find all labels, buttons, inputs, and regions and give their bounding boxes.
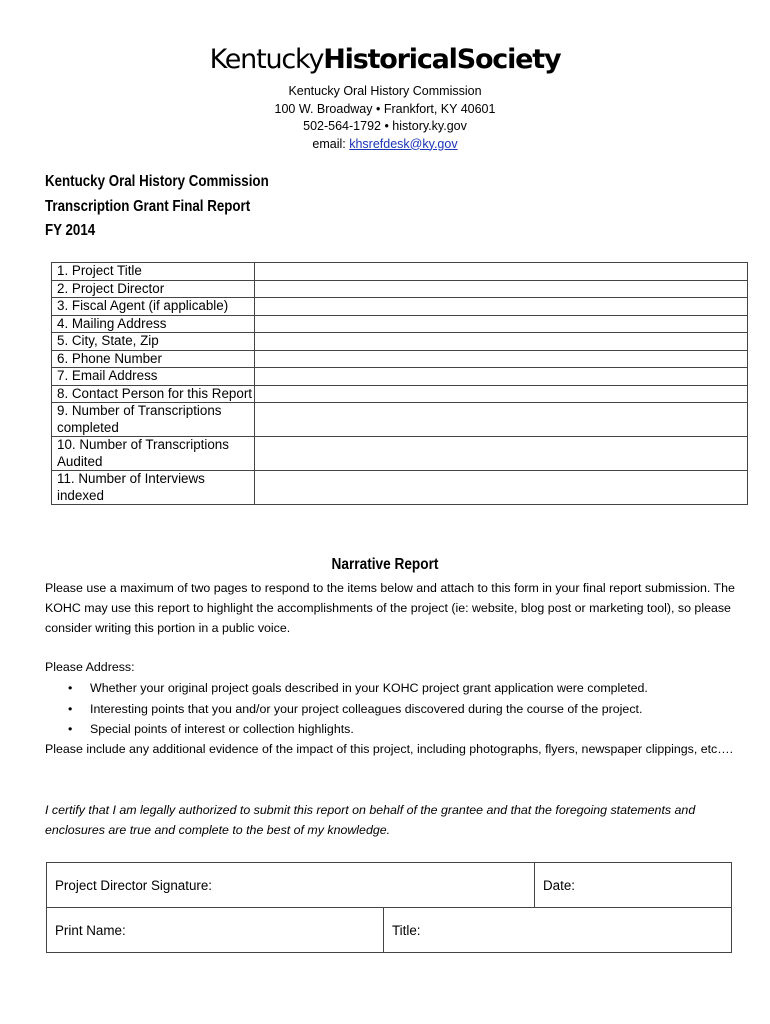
project-info-table <box>51 262 748 505</box>
bullet-item: • Interesting points that you and/or your project colleagues discovered during the course of the project. <box>68 699 648 720</box>
info-label: 8. Contact Person for this Report <box>52 385 255 403</box>
email-link[interactable]: khsrefdesk@ky.gov <box>349 136 458 151</box>
title-field[interactable] <box>384 908 732 953</box>
print-name-field[interactable] <box>47 908 384 953</box>
info-value-field[interactable] <box>255 350 748 368</box>
org-email <box>0 136 770 154</box>
logo-text-light: Kentucky <box>209 44 324 75</box>
bullet-item: • Special points of interest or collection highlights. <box>68 719 648 740</box>
email-label: email: <box>312 136 350 151</box>
contact-block <box>0 83 770 153</box>
info-label: 7. Email Address <box>52 368 255 386</box>
info-label: 9. Number of Transcriptions completed <box>52 403 255 437</box>
director-signature-field[interactable] <box>47 863 535 908</box>
address-label: Please Address: <box>45 660 135 674</box>
evidence-text: Please include any additional evidence of the impact of this project, including photographs, flyers, newspaper clippings, etc…. <box>45 742 734 756</box>
info-row <box>52 350 748 368</box>
khs-logo <box>0 44 770 75</box>
info-value-field[interactable] <box>255 471 748 505</box>
org-name: Kentucky Oral History Commission <box>288 84 482 98</box>
info-row <box>52 315 748 333</box>
info-row <box>52 437 748 471</box>
date-label: Date: <box>543 877 576 893</box>
info-label: 4. Mailing Address <box>52 315 255 333</box>
info-label: 6. Phone Number <box>52 350 255 368</box>
info-label: 1. Project Title <box>52 263 255 281</box>
info-label: 3. Fiscal Agent (if applicable) <box>52 298 255 316</box>
info-row <box>52 385 748 403</box>
info-value-field[interactable] <box>255 315 748 333</box>
info-value-field[interactable] <box>255 368 748 386</box>
info-row <box>52 298 748 316</box>
info-value-field[interactable] <box>255 403 748 437</box>
title-line-3: FY 2014 <box>45 222 96 239</box>
info-row <box>52 471 748 505</box>
info-row <box>52 403 748 437</box>
info-label: 10. Number of Transcriptions Audited <box>52 437 255 471</box>
info-label: 2. Project Director <box>52 280 255 298</box>
org-phone-web: 502-564-1792 • history.ky.gov <box>303 119 467 133</box>
info-value-field[interactable] <box>255 385 748 403</box>
info-value-field[interactable] <box>255 333 748 351</box>
info-value-field[interactable] <box>255 280 748 298</box>
info-label: 5. City, State, Zip <box>52 333 255 351</box>
narrative-title: Narrative Report <box>331 556 439 573</box>
certification-text: I certify that I am legally authorized to submit this report on behalf of the grantee and that the foregoing statements and enclosures are true and complete to the best of my knowledge. <box>45 803 696 837</box>
bullet-item: • Whether your original project goals described in your KOHC project grant application were completed. <box>68 678 648 699</box>
info-value-field[interactable] <box>255 298 748 316</box>
print-name-label: Print Name: <box>55 922 126 938</box>
info-row <box>52 263 748 281</box>
org-address: 100 W. Broadway • Frankfort, KY 40601 <box>274 101 496 116</box>
title-line-1: Kentucky Oral History Commission <box>45 173 269 190</box>
info-value-field[interactable] <box>255 263 748 281</box>
info-row <box>52 333 748 351</box>
date-field[interactable] <box>535 863 732 908</box>
director-signature-label: Project Director Signature: <box>55 877 213 893</box>
address-bullets <box>68 678 648 740</box>
title-label: Title: <box>392 922 421 938</box>
info-value-field[interactable] <box>255 437 748 471</box>
info-row <box>52 280 748 298</box>
info-label: 11. Number of Interviews indexed <box>52 471 255 505</box>
report-title <box>45 170 269 244</box>
title-line-2: Transcription Grant Final Report <box>45 197 251 215</box>
info-row <box>52 368 748 386</box>
logo-text-bold: HistoricalSociety <box>323 44 561 75</box>
narrative-intro: Please use a maximum of two pages to respond to the items below and attach to this form in your final report submission. The KOHC may use this report to highlight the accomplishments of the project (ie: website, blog post or marketing tool), so please consider writing this portion in a public voice. <box>45 581 735 635</box>
signature-table <box>46 862 732 953</box>
